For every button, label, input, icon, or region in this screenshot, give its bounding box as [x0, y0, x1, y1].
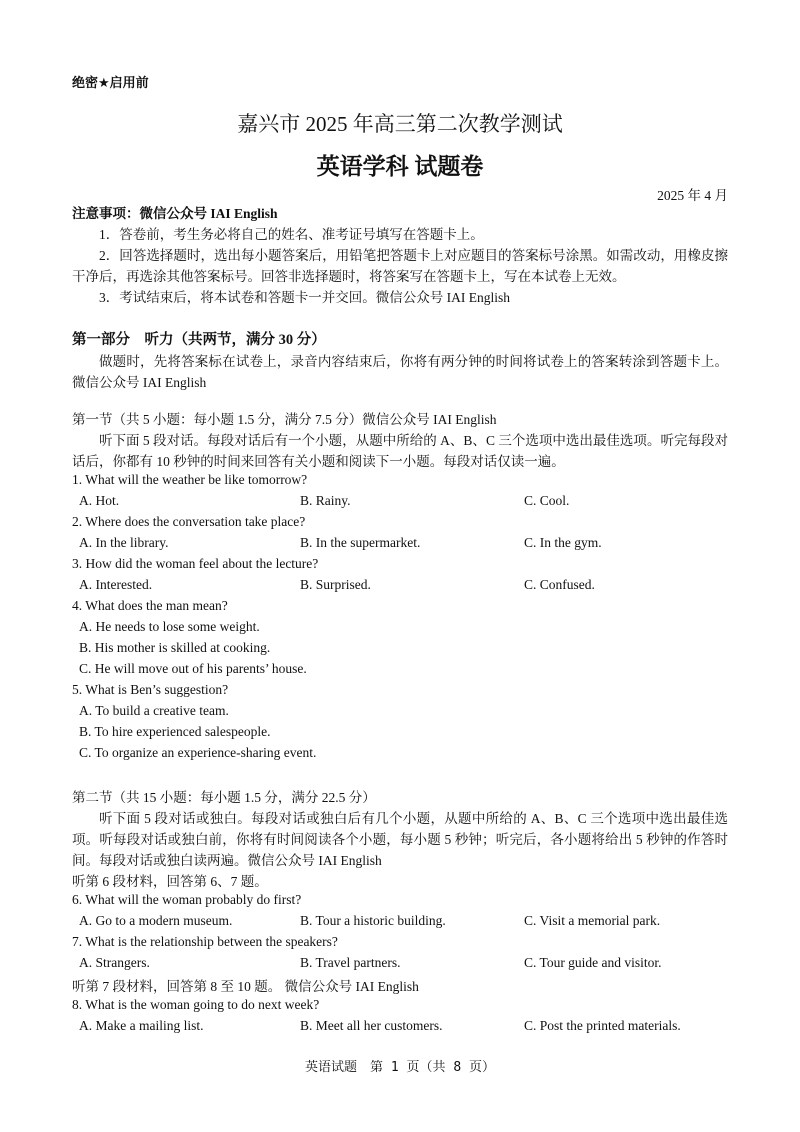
section2-heading: 第二节（共 15 小题：每小题 1.5 分，满分 22.5 分）	[72, 790, 376, 805]
notice-item-3: 3．考试结束后，将本试卷和答题卡一并交回。微信公众号 IAI English	[99, 290, 510, 305]
question-8: 8. What is the woman going to do next week?	[72, 997, 320, 1012]
q8-option-a: A. Make a mailing list.	[79, 1018, 204, 1033]
exam-subtitle: 英语学科 试题卷	[316, 154, 484, 179]
material-7-instruction: 听第 7 段材料，回答第 8 至 10 题。 微信公众号 IAI English	[72, 979, 419, 994]
question-4: 4. What does the man mean?	[72, 598, 228, 613]
q2-option-a: A. In the library.	[79, 535, 169, 550]
notice-item-2: 2．回答选择题时，选出每小题答案后，用铅笔把答题卡上对应题目的答案标号涂黑。如需改动，用橡皮擦干净后，再选涂其他答案标号。回答非选择题时，将答案写在答题卡上，写在本试卷上无效。	[72, 248, 728, 284]
q5-option-c: C. To organize an experience-sharing event.	[79, 745, 317, 760]
q3-option-c: C. Confused.	[524, 577, 595, 592]
q1-option-c: C. Cool.	[524, 493, 570, 508]
confidential-label: 绝密★启用前	[72, 76, 149, 91]
notice-heading: 注意事项：微信公众号 IAI English	[72, 206, 278, 221]
question-2: 2. Where does the conversation take place?	[72, 514, 306, 529]
q5-option-a: A. To build a creative team.	[79, 703, 229, 718]
q1-option-a: A. Hot.	[79, 493, 120, 508]
q7-option-c: C. Tour guide and visitor.	[524, 955, 662, 970]
question-6: 6. What will the woman probably do first?	[72, 892, 302, 907]
material-6-instruction: 听第 6 段材料，回答第 6、7 题。	[72, 874, 268, 889]
part1-heading: 第一部分 听力（共两节，满分 30 分）	[72, 332, 326, 348]
q2-option-b: B. In the supermarket.	[300, 535, 421, 550]
q5-option-b: B. To hire experienced salespeople.	[79, 724, 271, 739]
page-footer: 英语试题 第 1 页（共 8 页）	[305, 1060, 495, 1075]
q6-option-b: B. Tour a historic building.	[300, 913, 446, 928]
q2-option-c: C. In the gym.	[524, 535, 602, 550]
section2-intro: 听下面 5 段对话或独白。每段对话或独白后有几个小题，从题中所给的 A、B、C 三个选项中选出最佳选项。听每段对话或独白前，你将有时间阅读各个小题，每小题 5 秒钟；听完后，各小题将给出 5 秒钟的作答时间。每段对话或独白读两遍。微信公众号 IAI English	[72, 811, 728, 868]
q1-option-b: B. Rainy.	[300, 493, 351, 508]
q7-option-b: B. Travel partners.	[300, 955, 401, 970]
exam-date: 2025 年 4 月	[657, 188, 728, 203]
question-1: 1. What will the weather be like tomorrow?	[72, 472, 308, 487]
q4-option-a: A. He needs to lose some weight.	[79, 619, 260, 634]
q4-option-b: B. His mother is skilled at cooking.	[79, 640, 271, 655]
section1-heading: 第一节（共 5 小题：每小题 1.5 分，满分 7.5 分）微信公众号 IAI English	[72, 412, 497, 427]
question-7: 7. What is the relationship between the speakers?	[72, 934, 338, 949]
q3-option-a: A. Interested.	[79, 577, 153, 592]
part1-intro: 做题时，先将答案标在试卷上，录音内容结束后，你将有两分钟的时间将试卷上的答案转涂到答题卡上。微信公众号 IAI English	[72, 354, 728, 390]
q6-option-c: C. Visit a memorial park.	[524, 913, 661, 928]
notice-item-1: 1．答卷前，考生务必将自己的姓名、准考证号填写在答题卡上。	[99, 227, 484, 242]
section1-intro: 听下面 5 段对话。每段对话后有一个小题，从题中所给的 A、B、C 三个选项中选出最佳选项。听完每段对话后，你都有 10 秒钟的时间来回答有关小题和阅读下一小题。每段对话仅读一遍。	[72, 433, 728, 469]
question-3: 3. How did the woman feel about the lecture?	[72, 556, 319, 571]
q8-option-c: C. Post the printed materials.	[524, 1018, 681, 1033]
exam-title: 嘉兴市 2025 年高三第二次教学测试	[237, 112, 563, 136]
question-5: 5. What is Ben’s suggestion?	[72, 682, 229, 697]
q3-option-b: B. Surprised.	[300, 577, 371, 592]
q4-option-c: C. He will move out of his parents’ house.	[79, 661, 307, 676]
q8-option-b: B. Meet all her customers.	[300, 1018, 443, 1033]
q7-option-a: A. Strangers.	[79, 955, 150, 970]
q6-option-a: A. Go to a modern museum.	[79, 913, 233, 928]
